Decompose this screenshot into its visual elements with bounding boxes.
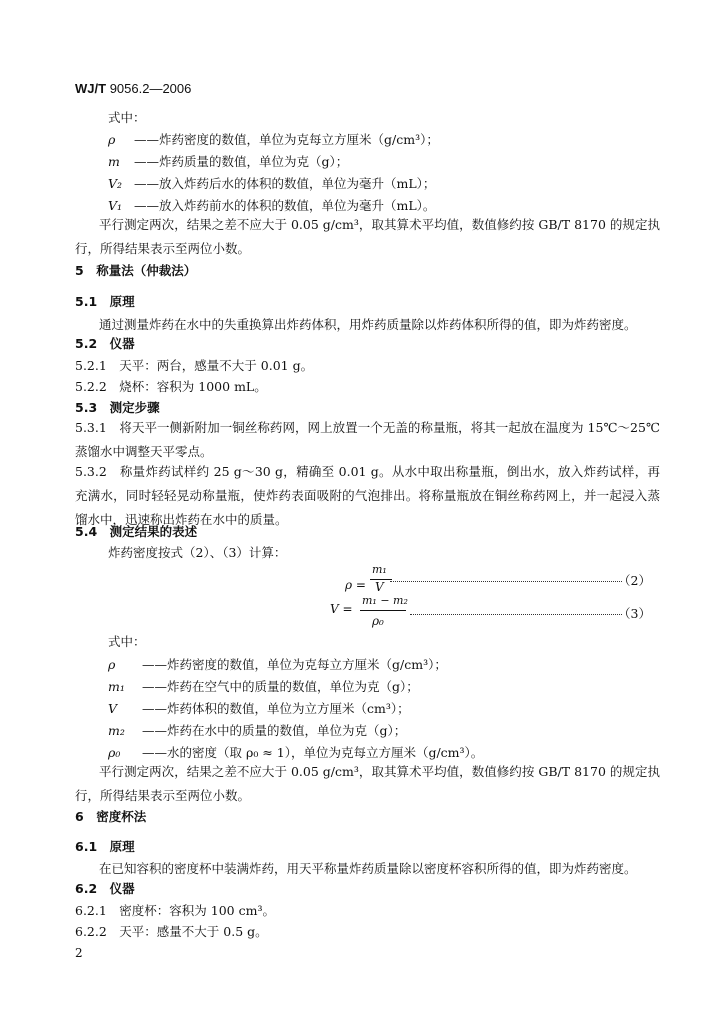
def-symbol: ρ bbox=[108, 657, 116, 672]
eq2-denominator: V bbox=[375, 580, 384, 594]
section-5-4-title: 5.4 测定结果的表述 bbox=[75, 524, 198, 539]
eq3-numerator: m₁ − m₂ bbox=[362, 594, 408, 607]
section-6-title: 6 密度杯法 bbox=[75, 809, 147, 824]
intro-def-row bbox=[108, 131, 439, 149]
section-6-2-title: 6.2 仪器 bbox=[75, 881, 135, 896]
def-text: ——放入炸药前水的体积的数值，单位为毫升（mL）。 bbox=[134, 198, 436, 213]
def-text: ——炸药在空气中的质量的数值，单位为克（g）； bbox=[142, 679, 419, 694]
section-5-3-1: 5.3.1 将天平一侧新附加一铜丝称药网，网上放置一个无盖的称量瓶，将其一起放在温度为 15℃～25℃蒸馏水中调整天平零点。 bbox=[75, 420, 660, 459]
def-symbol: ρ bbox=[108, 132, 116, 147]
section-5-4-label: 式中： bbox=[108, 634, 146, 649]
intro-def-row bbox=[108, 153, 348, 171]
section-5-3-2: 5.3.2 称量炸药试样约 25 g～30 g，精确至 0.01 g。从水中取出称量瓶，倒出水，放入炸药试样，再充满水，同时轻轻晃动称量瓶，使炸药表面吸附的气泡排出。将称量瓶放在铜丝称药网上，并一起浸入蒸馏水中，迅速称出炸药在水中的质量。 bbox=[75, 464, 660, 527]
def-text: ——炸药质量的数值，单位为克（g）； bbox=[134, 154, 349, 169]
def-text: ——炸药体积的数值，单位为立方厘米（cm³）； bbox=[142, 701, 410, 716]
section-5-2-1: 5.2.1 天平：两台，感量不大于 0.01 g。 bbox=[75, 358, 314, 373]
section-5-2-2: 5.2.2 烧杯：容积为 1000 mL。 bbox=[75, 379, 267, 394]
section-5-4-paragraph: 平行测定两次，结果之差不应大于 0.05 g/cm³，取其算术平均值，数值修约按 GB/T 8170 的规定执行，所得结果表示至两位小数。 bbox=[75, 764, 660, 803]
eq-def-row bbox=[108, 678, 419, 696]
section-6-2-1: 6.2.1 密度杯：容积为 100 cm³。 bbox=[75, 903, 275, 918]
eq3-denominator: ρ₀ bbox=[372, 614, 384, 628]
eq2-lhs: ρ = bbox=[345, 578, 366, 592]
page-number: 2 bbox=[75, 946, 83, 960]
def-symbol: V bbox=[108, 701, 118, 716]
eq-def-row bbox=[108, 656, 447, 674]
equation-3 bbox=[330, 594, 410, 634]
def-text: ——水的密度（取 ρ₀ ≈ 1），单位为克每立方厘米（g/cm³）。 bbox=[142, 745, 484, 760]
section-5-3-title: 5.3 测定步骤 bbox=[75, 400, 160, 415]
eq-def-row bbox=[108, 722, 406, 740]
eq3-fraction-bar bbox=[360, 610, 406, 611]
def-text: ——放入炸药后水的体积的数值，单位为毫升（mL）； bbox=[134, 176, 436, 191]
standard-code: WJ/T bbox=[75, 81, 107, 96]
def-symbol: V₁ bbox=[108, 198, 123, 213]
eq2-numerator: m₁ bbox=[372, 563, 387, 576]
eq-def-row bbox=[108, 700, 410, 718]
eq2-leader-dots bbox=[390, 581, 622, 582]
def-text: ——炸药在水中的质量的数值，单位为克（g）； bbox=[142, 723, 407, 738]
def-symbol: ρ₀ bbox=[108, 745, 121, 760]
def-symbol: m₁ bbox=[108, 679, 125, 694]
section-6-1-title: 6.1 原理 bbox=[75, 839, 135, 854]
section-6-2-2: 6.2.2 天平：感量不大于 0.5 g。 bbox=[75, 924, 268, 939]
def-text: ——炸药密度的数值，单位为克每立方厘米（g/cm³）； bbox=[142, 657, 447, 672]
intro-paragraph: 平行测定两次，结果之差不应大于 0.05 g/cm³，取其算术平均值，数值修约按 GB/T 8170 的规定执行，所得结果表示至两位小数。 bbox=[75, 217, 660, 256]
intro-label: 式中： bbox=[108, 110, 146, 125]
section-5-title: 5 称量法（仲裁法） bbox=[75, 263, 197, 278]
eq3-lhs: V = bbox=[330, 602, 353, 616]
intro-def-row bbox=[108, 175, 435, 193]
def-symbol: m₂ bbox=[108, 723, 125, 738]
def-symbol: m bbox=[108, 154, 120, 169]
section-5-1-title: 5.1 原理 bbox=[75, 294, 135, 309]
def-symbol: V₂ bbox=[108, 176, 123, 191]
eq3-leader-dots bbox=[410, 614, 622, 615]
section-5-2-title: 5.2 仪器 bbox=[75, 336, 135, 351]
section-5-4-lead: 炸药密度按式（2）、（3）计算： bbox=[108, 545, 287, 560]
eq3-number: （3） bbox=[618, 606, 651, 621]
def-text: ——炸药密度的数值，单位为克每立方厘米（g/cm³）； bbox=[134, 132, 439, 147]
eq2-number: （2） bbox=[618, 573, 651, 588]
section-6-1-text: 在已知容积的密度杯中装满炸药，用天平称量炸药质量除以密度杯容积所得的值，即为炸药密度。 bbox=[99, 861, 637, 876]
section-5-1-text: 通过测量炸药在水中的失重换算出炸药体积，用炸药质量除以炸药体积所得的值，即为炸药密度。 bbox=[99, 317, 637, 332]
standard-header bbox=[75, 80, 191, 98]
standard-number: 9056.2—2006 bbox=[109, 81, 192, 96]
